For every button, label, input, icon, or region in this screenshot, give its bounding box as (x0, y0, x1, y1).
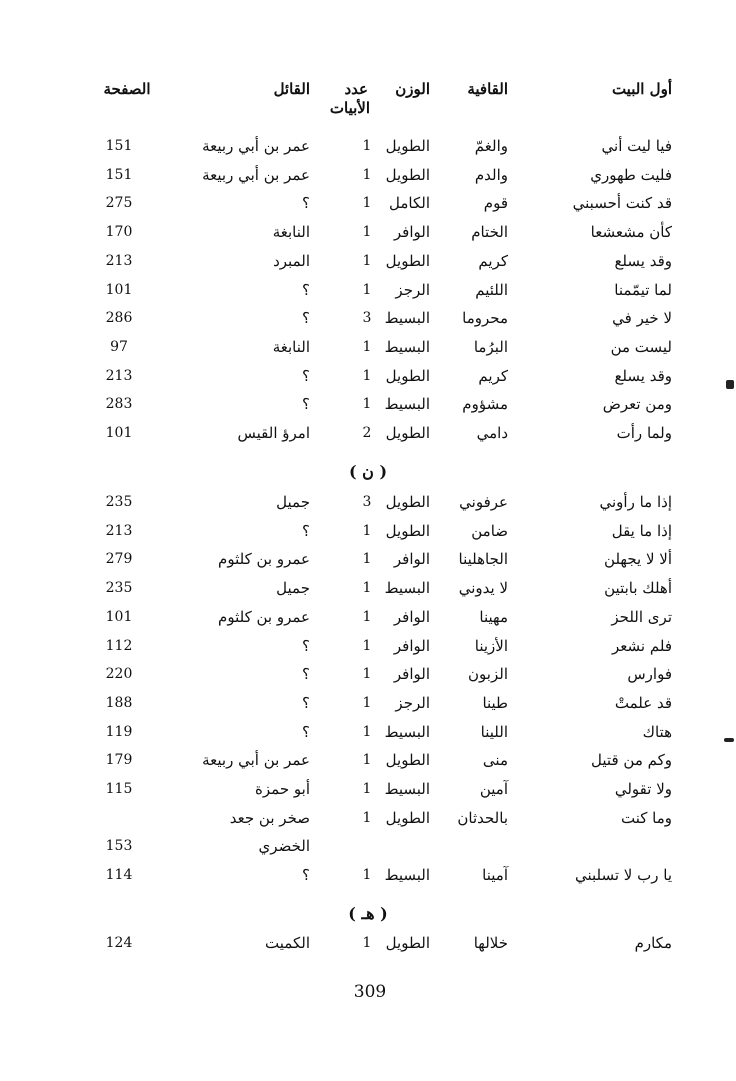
sayer-cell: النابغة (272, 223, 310, 242)
rhyme-cell: والدم (474, 165, 508, 184)
sayer-cell: عمر بن أبي ربيعة (202, 165, 310, 184)
verse-count-cell: 1 (362, 752, 372, 769)
meter-cell: البسيط (384, 579, 430, 598)
rhyme-cell: ضامن (471, 521, 508, 540)
rhyme-cell: مهينا (479, 607, 508, 626)
verse-count-cell: 1 (362, 723, 372, 740)
page-cell: 213 (105, 522, 133, 539)
first-verse-cell: فلم نشعر (612, 636, 672, 655)
meter-cell: الوافر (393, 223, 430, 242)
first-verse-cell: مكارم (634, 934, 672, 952)
rhyme-cell: طينا (482, 693, 508, 712)
first-verse-cell: وما كنت (620, 808, 672, 827)
rhyme-cell: لا يدوني (458, 579, 508, 598)
sayer-cell: الكميت (265, 934, 310, 952)
page-cell: 112 (105, 637, 133, 654)
page-cell: 153 (105, 838, 133, 855)
scan-mark (726, 380, 734, 389)
header-sayer: القائل (273, 80, 310, 98)
rhyme-cell: الأزينا (474, 636, 508, 655)
first-verse-cell: ليست من (610, 337, 672, 356)
rhyme-cell: آمين (479, 780, 508, 798)
page-cell: 101 (105, 281, 133, 298)
meter-cell: الوافر (393, 607, 430, 626)
verse-count-cell: 1 (362, 608, 372, 625)
page-cell: 220 (105, 666, 133, 683)
meter-cell: الطويل (385, 808, 430, 827)
first-verse-cell: وقد يسلع (614, 251, 672, 270)
verse-count-cell: 1 (362, 666, 372, 683)
first-verse-cell: وقد يسلع (614, 366, 672, 385)
sayer-cell: النابغة (272, 337, 310, 356)
verse-count-cell: 1 (362, 637, 372, 654)
meter-cell: الطويل (385, 493, 430, 511)
meter-cell: البسيط (384, 780, 430, 798)
header-first-verse: أول البيت (611, 80, 672, 98)
page-cell: 235 (105, 494, 133, 510)
header-page: الصفحة (103, 80, 151, 98)
verse-count-cell: 1 (362, 281, 372, 298)
verse-count-cell: 3 (362, 310, 372, 327)
page-cell: 279 (105, 551, 133, 568)
sayer-cell: جميل (276, 579, 310, 598)
page-cell: 213 (105, 252, 133, 269)
page-cell: 115 (105, 781, 133, 797)
page-cell: 151 (105, 166, 133, 183)
rhyme-cell: الجاهلينا (458, 550, 508, 569)
meter-cell: البسيط (384, 337, 430, 356)
first-verse-cell: ترى اللحز (611, 607, 672, 626)
page-cell: 124 (105, 935, 133, 951)
sayer-cell: الخضري (258, 837, 310, 856)
verse-count-cell: 1 (362, 867, 372, 884)
first-verse-cell: فيا ليت أني (601, 137, 672, 155)
rhyme-cell: الختام (471, 223, 508, 242)
verse-count-cell: 1 (362, 781, 372, 797)
sayer-cell: جميل (276, 493, 310, 511)
sayer-cell: ؟ (302, 636, 310, 655)
scan-mark (724, 738, 734, 742)
sayer-cell: المبرد (273, 251, 310, 270)
rhyme-cell: كريم (478, 251, 508, 270)
verse-count-cell: 1 (362, 694, 372, 711)
meter-cell: الطويل (385, 751, 430, 770)
first-verse-cell: يا رب لا تسلبني (574, 866, 672, 885)
sayer-cell: ؟ (302, 693, 310, 712)
page-cell: 97 (110, 338, 128, 355)
verse-count-cell: 3 (362, 494, 372, 510)
sayer-cell: ؟ (302, 866, 310, 885)
first-verse-cell: ألا لا يجهلن (604, 550, 672, 569)
first-verse-cell: ولا تقولي (614, 780, 672, 798)
page-cell: 179 (105, 752, 133, 769)
sayer-cell: عمرو بن كلثوم (218, 550, 310, 569)
page-cell: 188 (105, 694, 133, 711)
rhyme-cell: محروما (462, 309, 508, 328)
meter-cell: البسيط (384, 309, 430, 328)
header-rhyme: القافية (467, 80, 508, 98)
meter-cell: الطويل (385, 366, 430, 385)
sayer-cell: امرؤ القيس (237, 424, 310, 442)
page-cell: 114 (105, 867, 133, 884)
meter-cell: البسيط (384, 866, 430, 885)
sayer-cell: ؟ (302, 309, 310, 328)
page-cell: 119 (105, 723, 133, 740)
verse-count-cell: 1 (362, 935, 372, 951)
meter-cell: الطويل (385, 934, 430, 952)
header-count-line1: عدد (344, 80, 368, 98)
sayer-cell: عمر بن أبي ربيعة (202, 751, 310, 770)
rhyme-cell: بالحدثان (457, 808, 508, 827)
section-letter-ha: ( هـ ) (348, 904, 388, 923)
sayer-cell: ؟ (302, 395, 310, 414)
page-number: 309 (353, 982, 387, 1002)
first-verse-cell: ولما رأت (616, 424, 672, 442)
first-verse-cell: إذا ما رأوني (599, 493, 672, 511)
verse-count-cell: 2 (362, 425, 372, 441)
page-cell: 170 (105, 224, 133, 241)
verse-count-cell: 1 (362, 551, 372, 568)
sayer-cell: ؟ (302, 722, 310, 741)
first-verse-cell: لما تيمّمنا (614, 280, 672, 299)
first-verse-cell: قد علمتْ (614, 693, 672, 712)
verse-count-cell: 1 (362, 809, 372, 826)
sayer-cell: ؟ (302, 366, 310, 385)
first-verse-cell: كأن مشعشعا (590, 223, 672, 242)
meter-cell: الكامل (389, 194, 430, 213)
meter-cell: الوافر (393, 550, 430, 569)
meter-cell: الرجز (395, 280, 430, 299)
page-cell: 275 (105, 195, 133, 212)
page-cell: 286 (105, 310, 133, 327)
meter-cell: البسيط (384, 722, 430, 741)
page-cell: 283 (105, 396, 133, 413)
header-meter: الوزن (395, 80, 430, 98)
header-count-line2: الأبيات (329, 99, 370, 117)
rhyme-cell: والغمّ (474, 137, 508, 155)
first-verse-cell: وكم من قتيل (591, 751, 672, 770)
rhyme-cell: عرفوني (459, 493, 508, 511)
page-cell: 101 (105, 608, 133, 625)
meter-cell: الوافر (393, 665, 430, 684)
meter-cell: الوافر (393, 636, 430, 655)
verse-count-cell: 1 (362, 195, 372, 212)
sayer-cell: صخر بن جعد (229, 808, 310, 827)
rhyme-cell: الزبون (468, 665, 508, 684)
rhyme-cell: قوم (483, 194, 508, 213)
rhyme-cell: اللينا (480, 722, 508, 741)
first-verse-cell: فليت طهوري (590, 165, 672, 184)
sayer-cell: عمرو بن كلثوم (218, 607, 310, 626)
rhyme-cell: البرُما (473, 337, 508, 356)
first-verse-cell: أهلك بابتين (604, 579, 672, 598)
meter-cell: الطويل (385, 521, 430, 540)
rhyme-cell: مشؤوم (462, 395, 508, 414)
sayer-cell: ؟ (302, 280, 310, 299)
first-verse-cell: ومن تعرض (602, 395, 672, 414)
verse-count-cell: 1 (362, 522, 372, 539)
verse-count-cell: 1 (362, 252, 372, 269)
sayer-cell: ؟ (302, 194, 310, 213)
sayer-cell: عمر بن أبي ربيعة (202, 137, 310, 155)
verse-count-cell: 1 (362, 338, 372, 355)
rhyme-cell: خلالها (473, 934, 508, 952)
first-verse-cell: قد كنت أحسبني (572, 194, 672, 213)
rhyme-cell: دامي (476, 424, 508, 442)
meter-cell: الطويل (385, 137, 430, 155)
meter-cell: الطويل (385, 424, 430, 442)
page-cell: 235 (105, 580, 133, 597)
page-cell: 151 (105, 138, 133, 154)
page-cell: 101 (105, 425, 133, 441)
verse-count-cell: 1 (362, 224, 372, 241)
sayer-cell: أبو حمزة (255, 780, 310, 798)
rhyme-cell: منى (482, 751, 508, 770)
meter-cell: البسيط (384, 395, 430, 414)
sayer-cell: ؟ (302, 665, 310, 684)
verse-count-cell: 1 (362, 166, 372, 183)
first-verse-cell: إذا ما يقل (611, 521, 672, 540)
rhyme-cell: آمينا (482, 866, 508, 885)
verse-count-cell: 1 (362, 396, 372, 413)
rhyme-cell: كريم (478, 366, 508, 385)
first-verse-cell: لا خير في (612, 309, 672, 328)
first-verse-cell: هتاك (642, 722, 672, 741)
meter-cell: الطويل (385, 251, 430, 270)
meter-cell: الطويل (385, 165, 430, 184)
rhyme-cell: اللئيم (475, 280, 508, 299)
verse-count-cell: 1 (362, 580, 372, 597)
page-cell: 213 (105, 367, 133, 384)
verse-count-cell: 1 (362, 138, 372, 154)
verse-count-cell: 1 (362, 367, 372, 384)
sayer-cell: ؟ (302, 521, 310, 540)
meter-cell: الرجز (395, 693, 430, 712)
section-letter-nun: ( ن ) (348, 462, 388, 481)
first-verse-cell: فوارس (627, 665, 672, 684)
